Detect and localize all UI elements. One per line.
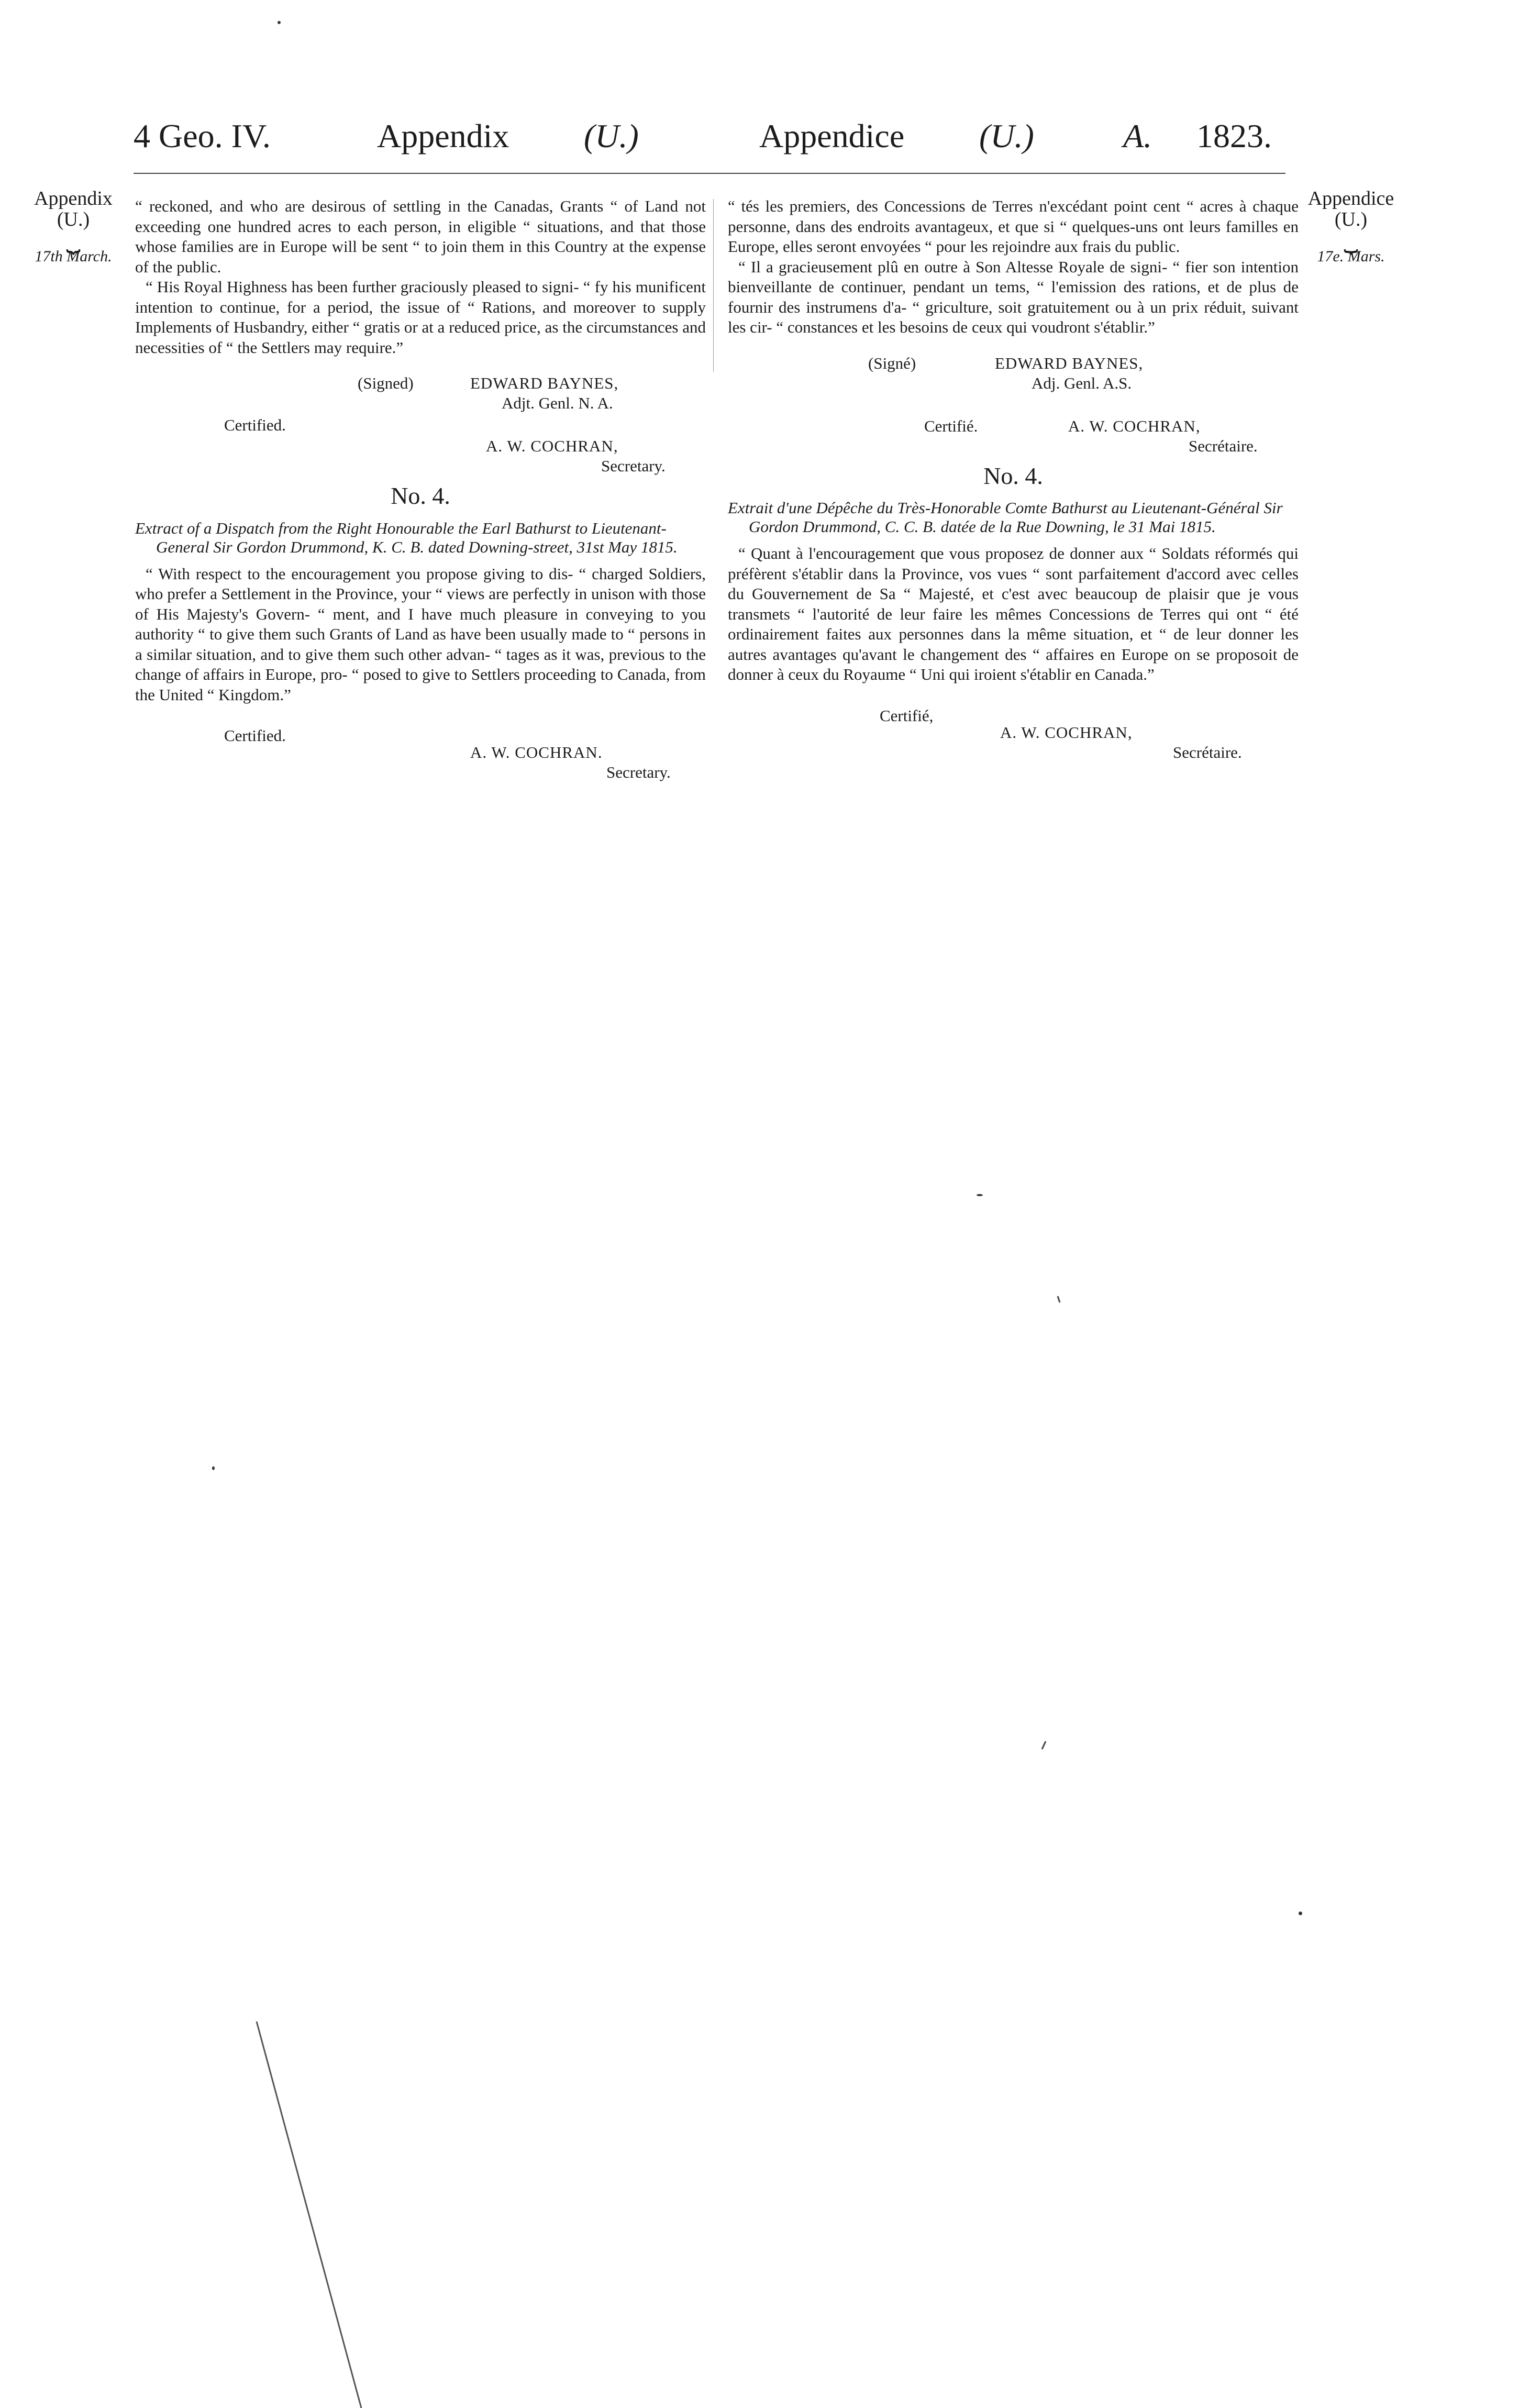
header-appendice-letter: (U.) [979, 117, 1034, 154]
header-rule [134, 173, 1285, 174]
certified-label: Certifié, [880, 706, 934, 725]
paragraph: “ tés les premiers, des Concessions de Terres n'excédant point cent “ acres à chaque personne, dans des endroits avantageux, et que si “ quelques-uns ont leurs familles en Europe, elles seront envoyées “ pour les rejoindre aux frais du public. [728, 197, 1299, 256]
margin-date: 17th March. [35, 247, 112, 265]
brace-icon: ⏟ [66, 225, 81, 252]
signed-label: (Signé) [868, 354, 916, 372]
section-number: No. 4. [391, 482, 450, 509]
header-appendix-title: Appendix [377, 117, 509, 154]
paragraph: “ With respect to the encouragement you propose giving to dis- “ charged Soldiers, who prefer a Settlement in the Province, your “ views are perfectly in unison with those of His Majesty's Govern- “ ment, and I have much pleasure in conveying to you authority “ to give them such Grants of Land as have been usually made to “ persons in a similar situation, and to give them such other advan- “ tages as it was, previous to the change of affairs in Europe, pro- “ posed to give to Settlers proceeding to Canada, from the United “ Kingdom.” [135, 564, 706, 704]
certification-block [135, 705, 706, 781]
signer-title: Adj. Genl. A.S. [1032, 373, 1132, 392]
english-column [135, 196, 706, 781]
extract-title: Extract of a Dispatch from the Right Honourable the Earl Bathurst to Lieutenant-General Sir Gordon Drummond, K. C. B. dated Downing-street, 31st May 1815. [135, 518, 678, 556]
certification-block [728, 685, 1299, 761]
margin-label: Appendice [1307, 187, 1394, 209]
paragraph: “ reckoned, and who are desirous of settling in the Canadas, Grants “ of Land not exceeding one hundred acres to each person, in eligible “ situations, and that those whose families are in Europe will be sent “ to join them in this Country at the expense of the public. [135, 197, 706, 276]
header-appendice-title: Appendice [759, 117, 905, 154]
scan-speck [977, 1194, 983, 1196]
signed-label: (Signed) [358, 374, 414, 392]
brace-icon: ⏟ [1344, 225, 1358, 252]
paragraph: “ Quant à l'encouragement que vous proposez de donner aux “ Soldats réformés qui préfèrent s'établir dans la Province, vos vues “ sont parfaitement d'accord avec celles du Gouvernement de Sa “ Majesté, et c'est avec beaucoup de plaisir que je vous transmets “ l'autorité de leur faire les mêmes Concessions de Terres qui ont “ été ordinairement faites aux personnes dans la même situation, et “ de leur donner les autres avantages qu'avant le changement des “ affaires en Europe on se proposoit de donner à ceux du Royaume “ Uni qui iroient s'établir en Canada.” [728, 544, 1299, 683]
margin-letter: (U.) [57, 208, 90, 230]
cert-name: A. W. COCHRAN. [470, 743, 603, 761]
cert-title: Secretary. [606, 763, 671, 781]
scan-speck [278, 21, 281, 24]
header-appendix-letter: (U.) [584, 117, 639, 154]
cert-title: Secretary. [601, 457, 666, 475]
cert-title: Secrétaire. [1189, 436, 1258, 455]
certified-label: Certifié. [924, 416, 978, 435]
french-column [728, 196, 1299, 761]
header-session: 4 Geo. IV. [134, 117, 271, 154]
page-header [134, 113, 1291, 160]
extract-title: Extrait d'une Dépêche du Très-Honorable Comte Bathurst au Lieutenant-Général Sir Gordon Drummond, C. C. B. datée de la Rue Downing, le 31 Mai 1815. [728, 499, 1283, 536]
paragraph: “ His Royal Highness has been further graciously pleased to signi- “ fy his munificent intention to continue, for a period, the issue of “ Rations, and moreover to supply Implements of Husbandry, either “ gratis or at a reduced price, as the circumstances and necessities of “ the Settlers may require.” [135, 278, 706, 357]
margin-note-left [21, 189, 126, 264]
header-a: A. [1123, 117, 1152, 154]
cert-name: A. W. COCHRAN, [1000, 723, 1133, 742]
cert-name: A. W. COCHRAN, [1068, 416, 1201, 435]
margin-letter: (U.) [1334, 208, 1368, 230]
certified-label: Certified. [224, 416, 286, 434]
scan-streak [1042, 1741, 1046, 1749]
cert-name: A. W. COCHRAN, [486, 437, 618, 455]
margin-date: 17e. Mars. [1317, 247, 1385, 265]
scan-streak [1058, 1296, 1060, 1302]
signer-title: Adjt. Genl. N. A. [502, 394, 613, 412]
paragraph: “ Il a gracieusement plû en outre à Son Altesse Royale de signi- “ fier son intention bienveillante de continuer, pendant un tems, “ l'emission des rations, et de plus de fournir des instrumens d'a- “ griculture, soit gratuitement ou à un prix réduit, suivant les cir- “ constances et les besoins de ceux qui voudront s'établir.” [728, 257, 1299, 336]
scan-speck [1299, 1912, 1302, 1915]
margin-note-right [1299, 189, 1403, 264]
signature-block [728, 338, 1299, 461]
column-divider [713, 199, 714, 372]
signer-name: EDWARD BAYNES, [995, 354, 1144, 372]
certified-label: Certified. [224, 726, 286, 745]
signer-name: EDWARD BAYNES, [470, 374, 619, 392]
header-year: 1823. [1196, 117, 1272, 154]
margin-label: Appendix [34, 187, 113, 209]
cert-title: Secrétaire. [1173, 743, 1242, 761]
signature-block [135, 358, 706, 481]
section-number: No. 4. [983, 462, 1043, 489]
scan-streak [257, 2022, 361, 2408]
scan-speck [212, 1466, 215, 1470]
